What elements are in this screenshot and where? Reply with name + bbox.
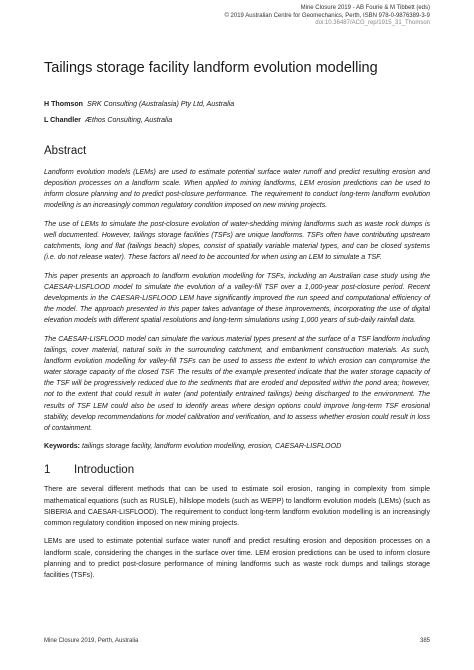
intro-paragraph: LEMs are used to estimate potential surface water runoff and predict resulting erosion and deposition processes on a landform scale, considering the changes in the surface over time. LEM erosion predictions can be used to inform closure planning and to predict post-closure performance of mining landforms such as waste rock dumps and tailings storage facilities (TSFs). — [44, 538, 430, 579]
keywords-label: Keywords: — [44, 443, 81, 451]
author-affiliation: SRK Consulting (Australasia) Pty Ltd, Australia — [86, 100, 235, 108]
header-proceedings: Mine Closure 2019 - AB Fourie & M Tibbett (eds) — [300, 5, 430, 11]
author-affiliation: Æthos Consulting, Australia — [84, 116, 173, 124]
author-list — [44, 96, 430, 128]
keywords-line — [44, 441, 430, 452]
abstract-heading: Abstract — [44, 145, 87, 157]
author-name: L Chandler — [44, 116, 81, 124]
intro-paragraph: There are several different methods that can be used to estimate soil erosion, ranging in complexity from simple mathematical equations (such as RUSLE), hillslope models (such as WEPP) to landform evolution models (LEMs) (such as SIBERIA and CAESAR-LISFLOOD). The requirement to conduct long-term landform evolution modelling is an increasingly common regulatory condition imposed on new mining projects. — [44, 486, 430, 527]
abstract-paragraph: This paper presents an approach to landform evolution modelling for TSFs, including an Australian case study using the CAESAR-LISFLOOD model to simulate the evolution of a valley-fill TSF over a 1,000-year post-closure period. Recent developments in the CAESAR-LISFLOOD LEM have significantly improved the run speed and computational efficiency of the model. The approach presented in this paper takes advantage of these improvements, incorporating the use of digital elevation models with different spatial resolutions and long-term simulations using 1,000 years of sub-daily rainfall data. — [44, 272, 430, 325]
footer-conference: Mine Closure 2019, Perth, Australia — [44, 638, 139, 644]
author-entry — [44, 112, 430, 128]
author-name: H Thomson — [44, 100, 84, 108]
running-header — [224, 5, 430, 28]
paper-body — [44, 167, 430, 588]
section-heading-introduction — [44, 464, 430, 476]
section-number: 1 — [44, 464, 51, 477]
page-number: 385 — [419, 638, 430, 644]
page-footer — [44, 638, 430, 644]
abstract-paragraph: The use of LEMs to simulate the post-closure evolution of water-shedding mining landforms such as waste rock dumps is well documented. However, tailings storage facilities (TSFs) are unique landforms. TSFs often have contributing upstream catchments, long and flat (tailings beach) slopes, consist of spatially variable material types, and can be closed systems (i.e. do not release water). These factors all need to be accounted for when using an LEM to simulate a TSF. — [44, 220, 430, 262]
section-title: Introduction — [74, 464, 135, 477]
abstract-paragraph: Landform evolution models (LEMs) are used to estimate potential surface water runoff and predict resulting erosion and deposition processes on a landform scale. When applied to mining landforms, LEM erosion predictions can be used to inform closure planning and to predict post-closure performance. The requirement to conduct long-term landform evolution modelling is an increasingly common regulatory condition imposed on new mining projects. — [44, 169, 430, 210]
abstract-paragraph: The CAESAR-LISFLOOD model can simulate the various material types present at the surface of a TSF landform including tailings, cover material, natural soils in the surrounding catchment, and embankment construction materials. As such, landform evolution modelling for valley-fill TSFs can be used to assess the extent to which erosion can compromise the water storage capacity of the closed TSF. The results of the example presented indicate that the water storage capacity of the TSF will be progressively reduced due to the sediments that are eroded and deposited within the pond area; however, not to the extent that could result in water (and potentially entrained tailings) being discharged to the environment. The results of TSF LEM could also be used to identify areas where design options could improve long-term TSF erosional stability, develop recommendations for model calibration and verification, and to assess whether erosion could result in loss of containment. — [44, 336, 430, 432]
paper-title: Tailings storage facility landform evolution modelling — [44, 60, 378, 76]
keywords-text: tailings storage facility, landform evolution modelling, erosion, CAESAR-LISFLOOD — [82, 443, 342, 451]
author-entry — [44, 96, 430, 112]
header-copyright: © 2019 Australian Centre for Geomechanics, Perth, ISBN 978-0-9876389-3-9 — [224, 12, 430, 19]
header-doi-link[interactable]: doi:10.36487/ACG_rep/1915_31_Thomson — [315, 20, 430, 27]
